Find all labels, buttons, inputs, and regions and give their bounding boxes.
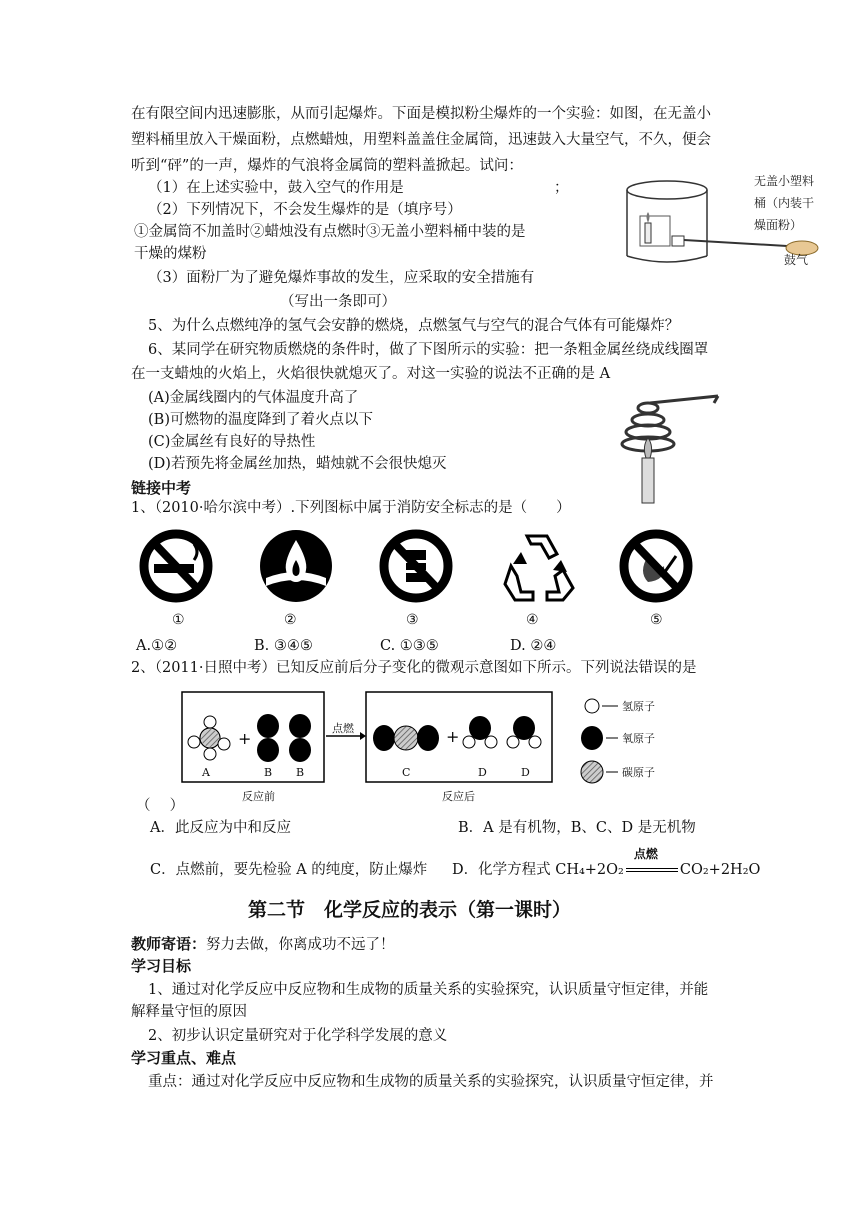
question-6-option-d: (D)若预先将金属丝加热，蜡烛就不会很快熄灭 bbox=[148, 456, 447, 472]
legend-oxygen: 氧原子 bbox=[622, 732, 655, 745]
sign-label-4: ④ bbox=[526, 612, 539, 628]
legend-hydrogen: 氢原子 bbox=[622, 700, 655, 713]
arrow-condition-label: 点燃 bbox=[332, 722, 354, 735]
figure-caption-line-2: 桶（内装干 bbox=[754, 196, 815, 210]
linked-question-2: 2、（2011·日照中考）已知反应前后分子变化的微观示意图如下所示。下列说法错误的是 bbox=[131, 660, 697, 676]
question-2-options-1: ①金属筒不加盖时②蜡烛没有点燃时③无盖小塑料桶中装的是 bbox=[134, 224, 526, 240]
reaction-diagram bbox=[178, 688, 558, 804]
figure-caption-line-1: 无盖小塑料 bbox=[754, 174, 815, 188]
linked-question-1: 1、（2010·哈尔滨中考）.下列图标中属于消防安全标志的是（ ） bbox=[131, 500, 571, 516]
equation-left: D．化学方程式 CH₄+2O₂ bbox=[452, 862, 624, 878]
teacher-label: 教师寄语： bbox=[131, 935, 207, 953]
intro-line-3: 听到“砰”的一声，爆炸的气浪将金属筒的塑料盖掀起。试问： bbox=[131, 158, 523, 174]
goal-1-line-1: 1、通过对化学反应中反应物和生成物的质量关系的实验探究，认识质量守恒定律，并能 bbox=[148, 982, 709, 998]
question-3: （3）面粉厂为了避免爆炸事故的发生，应采取的安全措施有 bbox=[148, 270, 535, 286]
goal-1-line-2: 解释量守恒的原因 bbox=[131, 1004, 247, 1020]
after-label: 反应后 bbox=[442, 790, 475, 803]
sign-label-3: ③ bbox=[406, 612, 419, 628]
flammable-liquid-sign-icon bbox=[258, 526, 334, 610]
key-points-text: 重点：通过对化学反应中反应物和生成物的质量关系的实验探究，认识质量守恒定律，并 bbox=[148, 1074, 714, 1090]
after-letter-d2: D bbox=[521, 766, 530, 779]
before-letter-a: A bbox=[202, 766, 210, 779]
question-1: （1）在上述实验中，鼓入空气的作用是 bbox=[148, 180, 404, 196]
question-6-line-1: 6、某同学在研究物质燃烧的条件时，做了下图所示的实验：把一条粗金属丝绕成线圈罩 bbox=[148, 342, 709, 358]
no-smoking-sign-icon bbox=[138, 526, 214, 610]
svg-text:+: + bbox=[238, 729, 252, 748]
question-6-option-b: (B)可燃物的温度降到了着火点以下 bbox=[148, 412, 373, 428]
legend-carbon: 碳原子 bbox=[622, 766, 655, 779]
key-points-heading: 学习重点、难点 bbox=[131, 1049, 237, 1067]
link-heading: 链接中考 bbox=[131, 479, 192, 497]
goal-2: 2、初步认识定量研究对于化学科学发展的意义 bbox=[148, 1028, 448, 1044]
after-letter-d1: D bbox=[478, 766, 487, 779]
equation-right: CO₂+2H₂O bbox=[679, 862, 761, 878]
linked-question-1-option-d: D. ②④ bbox=[510, 638, 557, 654]
linked-question-1-option-a: A.①② bbox=[136, 638, 178, 654]
before-label: 反应前 bbox=[242, 790, 275, 803]
equation-condition: 点燃 bbox=[633, 847, 658, 861]
linked-question-2-option-b: B．A 是有机物，B、C、D 是无机物 bbox=[458, 820, 696, 836]
coil-illustration bbox=[610, 388, 730, 508]
svg-text:+: + bbox=[446, 727, 460, 746]
teacher-message bbox=[131, 934, 395, 955]
sign-label-1: ① bbox=[172, 612, 185, 628]
linked-question-1-option-b: B. ③④⑤ bbox=[254, 638, 313, 654]
after-letter-c: C bbox=[402, 766, 411, 779]
question-6-option-a: (A)金属线圈内的气体温度升高了 bbox=[148, 390, 359, 406]
intro-line-1: 在有限空间内迅速膨胀，从而引起爆炸。下面是模拟粉尘爆炸的一个实验：如图，在无盖小 bbox=[131, 106, 711, 122]
linked-question-2-option-c: C．点燃前，要先检验 A 的纯度，防止爆炸 bbox=[150, 862, 428, 878]
linked-question-2-option-d bbox=[452, 847, 761, 880]
question-6-line-2: 在一支蜡烛的火焰上，火焰很快就熄灭了。对这一实验的说法不正确的是 A bbox=[131, 366, 611, 382]
question-2-options-2: 干燥的煤粉 bbox=[134, 246, 207, 262]
linked-question-2-option-a: A．此反应为中和反应 bbox=[150, 820, 291, 836]
teacher-text: 努力去做，你离成功不远了！ bbox=[206, 937, 395, 953]
goals-heading: 学习目标 bbox=[131, 957, 192, 975]
equation-arrow bbox=[624, 847, 680, 880]
no-open-flame-sign-icon bbox=[618, 526, 694, 610]
pump-label: 鼓气 bbox=[784, 253, 809, 267]
linked-question-2-paren: （ ） bbox=[136, 798, 185, 814]
coil-candle-figure bbox=[610, 388, 730, 508]
linked-question-1-option-c: C. ①③⑤ bbox=[380, 638, 439, 654]
sign-label-2: ② bbox=[284, 612, 297, 628]
question-2: （2）下列情况下，不会发生爆炸的是（填序号） bbox=[148, 202, 462, 218]
intro-line-2: 塑料桶里放入干燥面粉，点燃蜡烛，用塑料盖盖住金属筒，迅速鼓入大量空气，不久，便会 bbox=[131, 132, 711, 148]
question-6-option-c: (C)金属丝有良好的导热性 bbox=[148, 434, 316, 450]
no-fuel-storage-sign-icon bbox=[378, 526, 454, 610]
sign-label-5: ⑤ bbox=[650, 612, 663, 628]
section-title: 第二节 化学反应的表示（第一课时） bbox=[248, 899, 572, 921]
question-3-hint: （写出一条即可） bbox=[280, 294, 396, 310]
recycle-sign-icon bbox=[497, 526, 577, 610]
before-letter-b2: B bbox=[296, 766, 305, 779]
figure-caption-line-3: 燥面粉） bbox=[754, 218, 803, 232]
before-letter-b1: B bbox=[264, 766, 273, 779]
question-1-end: ； bbox=[554, 180, 569, 196]
question-5: 5、为什么点燃纯净的氢气会安静的燃烧，点燃氢气与空气的混合气体有可能爆炸？ bbox=[148, 318, 680, 334]
